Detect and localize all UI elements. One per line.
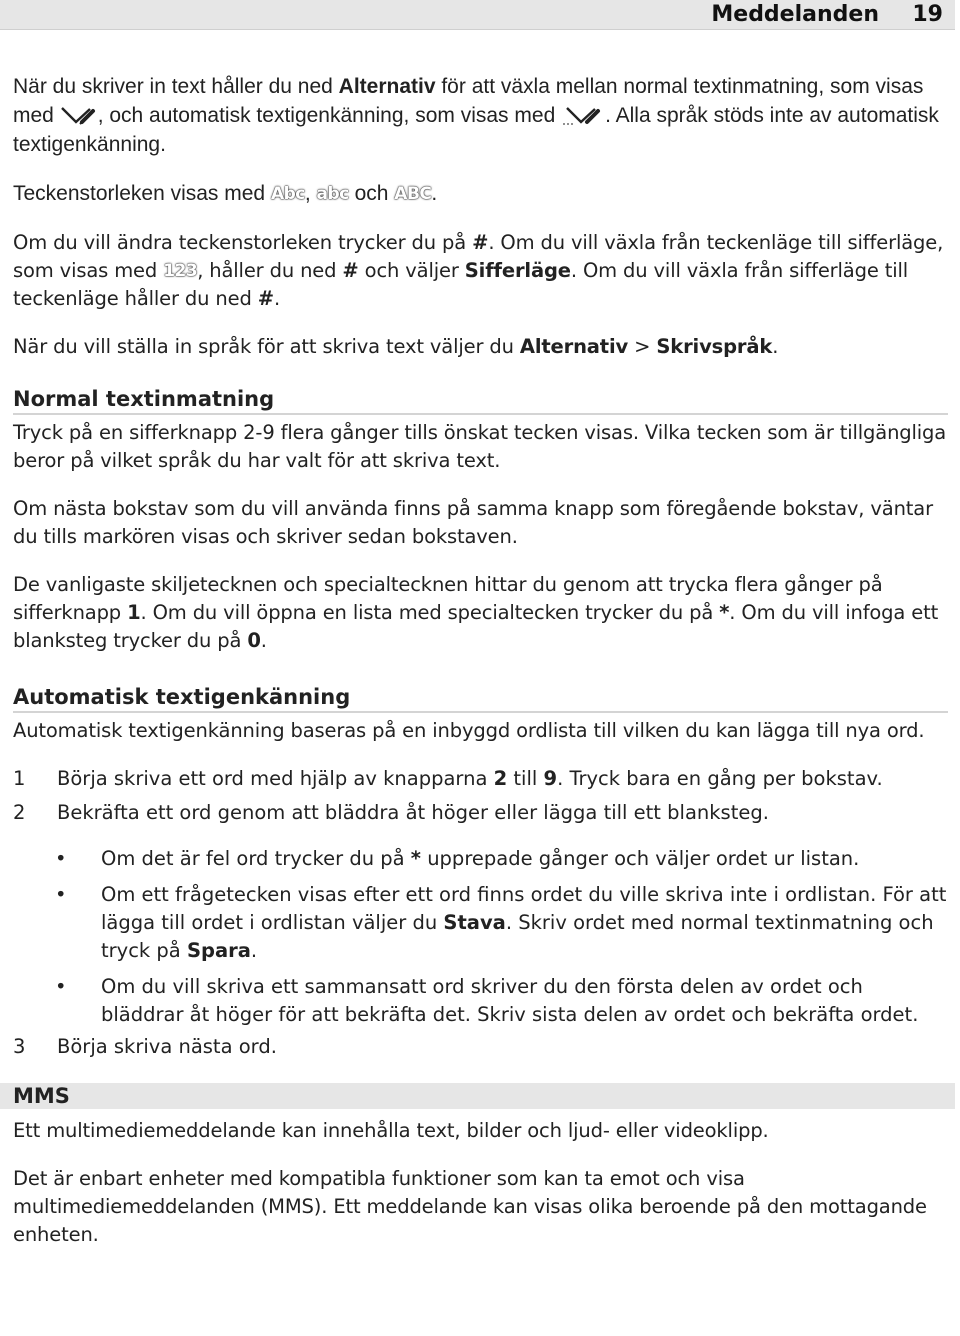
step-3 <box>13 1033 948 1061</box>
options-label: Alternativ <box>519 335 629 358</box>
step-number: 2 <box>13 801 26 824</box>
normal-input-icon <box>60 104 98 126</box>
bullet-mark: • <box>55 847 67 870</box>
options-label: Alternativ <box>338 75 436 98</box>
spell-label: Stava <box>443 911 506 934</box>
step-number: 3 <box>13 1035 26 1058</box>
section-heading-predictive: Automatisk textigenkänning <box>13 683 948 713</box>
step-number: 1 <box>13 767 26 790</box>
chapter-title: Meddelanden <box>711 2 879 27</box>
upper-case-icon: ABC <box>394 184 432 204</box>
step-text: Börja skriva nästa ord. <box>57 1035 277 1058</box>
list-item: • Om du vill skriva ett sammansatt ord skriver du den första delen av ordet och bläddrar åt höger för att bekräfta det. Skriv sista delen av ordet och bekräfta ordet. <box>55 975 919 1026</box>
save-label: Spara <box>186 939 251 962</box>
step-1 <box>13 765 948 793</box>
page-content <box>13 72 948 1249</box>
predictive-paragraph: Automatisk textigenkänning baseras på en inbyggd ordlista till vilken du kan lägga till nya ord. <box>13 719 925 742</box>
writing-language-label: Skrivspråk <box>656 335 773 358</box>
mms-paragraph-1: Ett multimediemeddelande kan innehålla text, bilder och ljud- eller videoklipp. <box>13 1119 769 1142</box>
step-2 <box>13 799 948 827</box>
section-heading-normal: Normal textinmatning <box>13 385 948 415</box>
language-paragraph: När du vill ställa in språk för att skriva text väljer du Alternativ > Skrivspråk. <box>13 335 779 358</box>
section-heading-mms: MMS <box>0 1083 955 1109</box>
title-case-icon: Abc <box>270 184 305 204</box>
numeric-mode-label: Sifferläge <box>464 259 571 282</box>
step-text: Börja skriva ett ord med hjälp av knapparna 2 till 9. Tryck bara en gång per bokstav. <box>57 767 883 790</box>
predictive-input-icon <box>561 104 605 126</box>
step-2-bullets <box>13 845 948 1029</box>
numeric-mode-icon: 123 <box>163 261 198 281</box>
page-number: 19 <box>912 2 943 27</box>
normal-paragraph-1: Tryck på en sifferknapp 2-9 flera gånger tills önskat tecken visas. Vilka tecken som är tillgängliga beror på vilket språk du har valt för att skriva text. <box>13 421 947 472</box>
list-item: • Om ett frågetecken visas efter ett ord finns ordet du ville skriva inte i ordlistan. För att lägga till ordet i ordlistan väljer du Stava. Skriv ordet med normal textinmatning och tryck på Spara. <box>55 883 947 962</box>
list-item: • Om det är fel ord trycker du på * upprepade gånger och väljer ordet ur listan. <box>13 845 948 873</box>
page-header <box>0 0 955 30</box>
bullet-mark: • <box>55 883 67 906</box>
case-paragraph: Teckenstorleken visas med Abc, abc och ABC. <box>13 179 948 209</box>
bullet-mark: • <box>55 975 67 998</box>
mms-paragraph-2: Det är enbart enheter med kompatibla funktioner som kan ta emot och visa multimediemeddelanden (MMS). Ett meddelande kan visas olika beroende på den mottagande enheten. <box>13 1167 927 1246</box>
normal-paragraph-2: Om nästa bokstav som du vill använda finns på samma knapp som föregående bokstav, väntar du tills markören visas och skriver sedan bokstaven. <box>13 497 933 548</box>
step-text: Bekräfta ett ord genom att bläddra åt höger eller lägga till ett blanksteg. <box>57 801 769 824</box>
normal-paragraph-3: De vanligaste skiljetecknen och specialtecknen hittar du genom att trycka flera gånger på sifferknapp 1. Om du vill öppna en lista med specialtecken trycker du på *. Om du vill infoga ett blanksteg trycker du på 0. <box>13 573 939 652</box>
intro-paragraph: När du skriver in text håller du ned Alternativ för att växla mellan normal textinmatning, som visas med , och automatisk textigenkänning, som visas med . Alla språk stöds inte av automatisk textigenkänning. <box>13 75 939 156</box>
lower-case-icon: abc <box>316 184 349 204</box>
mode-paragraph: Om du vill ändra teckenstorleken trycker du på #. Om du vill växla från teckenläge till sifferläge, som visas med 123, håller du ned # och väljer Sifferläge. Om du vill växla från sifferläge till teckenläge håller du ned #. <box>13 231 944 310</box>
